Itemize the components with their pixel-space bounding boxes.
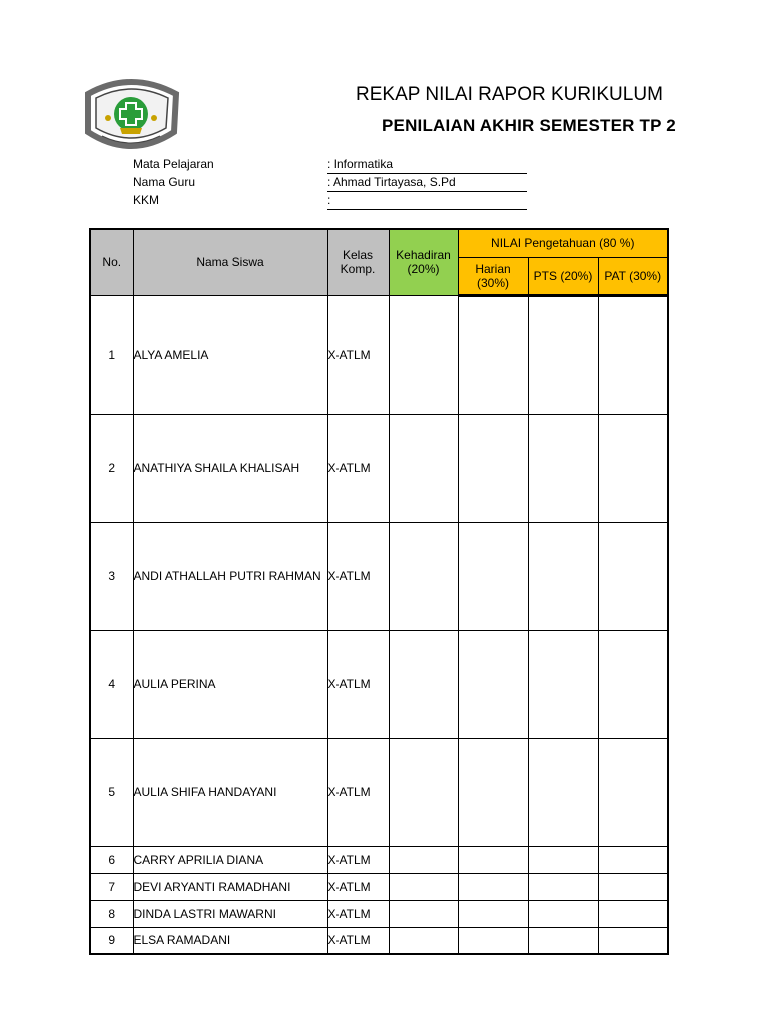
row-kehadiran-cell[interactable] xyxy=(389,873,458,900)
row-kehadiran-cell[interactable] xyxy=(389,295,458,414)
row-no: 1 xyxy=(90,295,133,414)
row-no: 2 xyxy=(90,414,133,522)
row-kehadiran-cell[interactable] xyxy=(389,738,458,846)
row-pat-cell[interactable] xyxy=(598,900,668,927)
row-no: 7 xyxy=(90,873,133,900)
header-kelas xyxy=(327,229,389,295)
table-row xyxy=(90,846,668,873)
school-emblem-icon xyxy=(80,76,182,156)
info-row-mata-pelajaran xyxy=(133,157,394,171)
row-pts-cell[interactable] xyxy=(528,295,598,414)
row-kelas: X-ATLM xyxy=(327,414,389,522)
table-row xyxy=(90,522,668,630)
grade-table xyxy=(89,228,669,955)
row-no: 4 xyxy=(90,630,133,738)
report-title: REKAP NILAI RAPOR KURIKULUM xyxy=(356,84,663,105)
row-pts-cell[interactable] xyxy=(528,414,598,522)
row-kelas: X-ATLM xyxy=(327,630,389,738)
row-pat-cell[interactable] xyxy=(598,846,668,873)
row-nama: DINDA LASTRI MAWARNI xyxy=(133,900,327,927)
row-pat-cell[interactable] xyxy=(598,927,668,954)
row-pat-cell[interactable] xyxy=(598,522,668,630)
row-kehadiran-cell[interactable] xyxy=(389,900,458,927)
header-kehadiran xyxy=(389,229,458,295)
mata-pelajaran-label: Mata Pelajaran xyxy=(133,157,214,171)
row-nama: CARRY APRILIA DIANA xyxy=(133,846,327,873)
header-pat: PAT (30%) xyxy=(598,257,668,295)
row-pts-cell[interactable] xyxy=(528,738,598,846)
header-harian xyxy=(458,257,528,295)
row-pat-cell[interactable] xyxy=(598,414,668,522)
header-kelas-line2: Komp. xyxy=(340,262,376,277)
row-harian-cell[interactable] xyxy=(458,414,528,522)
row-pat-cell[interactable] xyxy=(598,630,668,738)
header-pts: PTS (20%) xyxy=(528,257,598,295)
header-nama-siswa: Nama Siswa xyxy=(133,229,327,295)
row-kehadiran-cell[interactable] xyxy=(389,927,458,954)
table-row xyxy=(90,414,668,522)
row-kelas: X-ATLM xyxy=(327,900,389,927)
header-harian-line1: Harian xyxy=(475,261,511,276)
row-pts-cell[interactable] xyxy=(528,522,598,630)
row-no: 8 xyxy=(90,900,133,927)
header-kehadiran-line2: (20%) xyxy=(407,262,440,277)
row-kelas: X-ATLM xyxy=(327,522,389,630)
table-row xyxy=(90,873,668,900)
row-pts-cell[interactable] xyxy=(528,873,598,900)
kkm-label: KKM xyxy=(133,193,160,207)
row-nama: ANDI ATHALLAH PUTRI RAHMAN xyxy=(133,522,327,630)
row-no: 3 xyxy=(90,522,133,630)
row-nama: DEVI ARYANTI RAMADHANI xyxy=(133,873,327,900)
mata-pelajaran-value: : Informatika xyxy=(327,157,527,174)
row-no: 6 xyxy=(90,846,133,873)
row-kelas: X-ATLM xyxy=(327,927,389,954)
row-kelas: X-ATLM xyxy=(327,295,389,414)
row-kehadiran-cell[interactable] xyxy=(389,414,458,522)
header-no: No. xyxy=(90,229,133,295)
row-harian-cell[interactable] xyxy=(458,295,528,414)
row-nama: ALYA AMELIA xyxy=(133,295,327,414)
header-harian-line2: (30%) xyxy=(476,275,509,290)
row-harian-cell[interactable] xyxy=(458,873,528,900)
table-row xyxy=(90,738,668,846)
row-harian-cell[interactable] xyxy=(458,927,528,954)
row-no: 5 xyxy=(90,738,133,846)
nama-guru-label: Nama Guru xyxy=(133,175,196,189)
row-pts-cell[interactable] xyxy=(528,900,598,927)
info-row-kkm xyxy=(133,193,331,207)
nama-guru-value: : Ahmad Tirtayasa, S.Pd xyxy=(327,175,527,192)
table-row xyxy=(90,630,668,738)
header-kelas-line1: Kelas xyxy=(342,248,374,263)
row-harian-cell[interactable] xyxy=(458,522,528,630)
kkm-value: : xyxy=(327,193,527,210)
row-pat-cell[interactable] xyxy=(598,873,668,900)
row-kelas: X-ATLM xyxy=(327,846,389,873)
row-pat-cell[interactable] xyxy=(598,295,668,414)
header-kehadiran-line1: Kehadiran xyxy=(396,248,451,263)
row-nama: ELSA RAMADANI xyxy=(133,927,327,954)
row-kehadiran-cell[interactable] xyxy=(389,846,458,873)
report-subtitle: PENILAIAN AKHIR SEMESTER TP 2 xyxy=(382,116,676,135)
row-pat-cell[interactable] xyxy=(598,738,668,846)
row-harian-cell[interactable] xyxy=(458,630,528,738)
row-pts-cell[interactable] xyxy=(528,927,598,954)
table-row xyxy=(90,900,668,927)
row-kelas: X-ATLM xyxy=(327,738,389,846)
row-nama: ANATHIYA SHAILA KHALISAH xyxy=(133,414,327,522)
row-kehadiran-cell[interactable] xyxy=(389,522,458,630)
row-kelas: X-ATLM xyxy=(327,873,389,900)
row-nama: AULIA SHIFA HANDAYANI xyxy=(133,738,327,846)
table-row xyxy=(90,927,668,954)
info-row-nama-guru xyxy=(133,175,456,189)
row-harian-cell[interactable] xyxy=(458,900,528,927)
row-kehadiran-cell[interactable] xyxy=(389,630,458,738)
row-harian-cell[interactable] xyxy=(458,738,528,846)
header-nilai-pengetahuan: NILAI Pengetahuan (80 %) xyxy=(458,229,668,257)
table-row xyxy=(90,295,668,414)
row-no: 9 xyxy=(90,927,133,954)
row-pts-cell[interactable] xyxy=(528,846,598,873)
row-harian-cell[interactable] xyxy=(458,846,528,873)
row-pts-cell[interactable] xyxy=(528,630,598,738)
row-nama: AULIA PERINA xyxy=(133,630,327,738)
